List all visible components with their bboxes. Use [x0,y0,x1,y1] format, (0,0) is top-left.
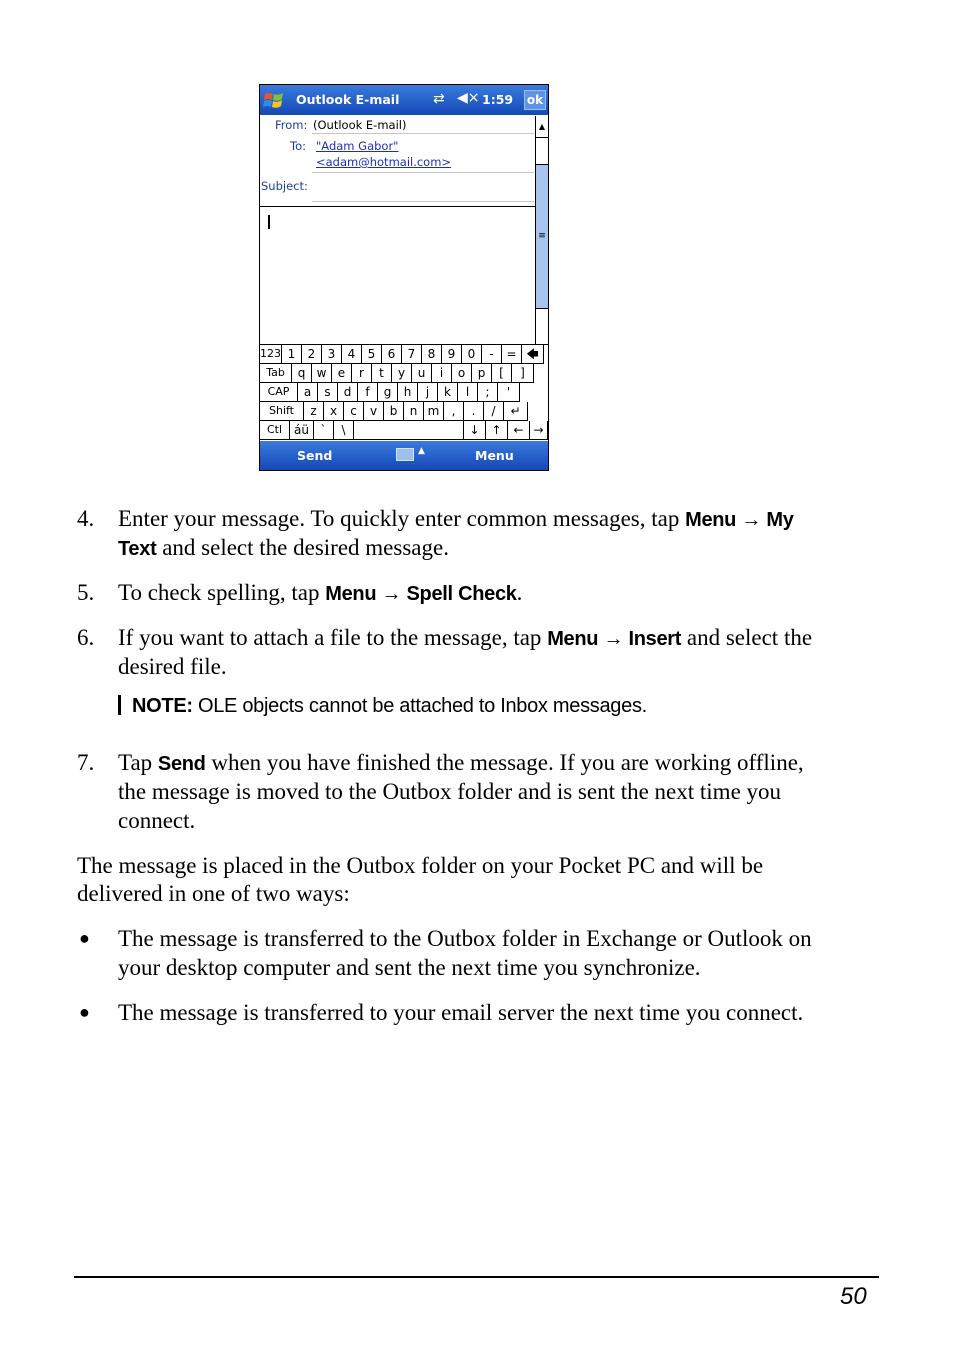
step-text: connect. [118,808,196,833]
key-row3-1[interactable]: a [298,383,318,402]
connectivity-icon[interactable]: ⇄ [433,91,445,107]
key-row3-6[interactable]: h [398,383,418,402]
menu-bar [260,441,548,470]
key-row4-11[interactable]: ↵ [504,402,528,421]
subject-label: Subject: [261,179,308,193]
to-recipient-email[interactable]: <adam@hotmail.com> [316,155,452,169]
key-row1-9[interactable]: 9 [442,345,462,364]
key-row4-4[interactable]: v [364,402,384,421]
ok-button[interactable]: ok [524,90,546,110]
keyboard-icon[interactable] [396,448,414,461]
note-text: OLE objects cannot be attached to Inbox messages. [192,695,647,717]
step-text-part: Tap [118,750,158,775]
key-row3-4[interactable]: f [358,383,378,402]
key-row2-1[interactable]: q [292,364,312,383]
arrow-icon: → [603,628,624,650]
soft-keyboard [260,344,548,442]
menu-reference: Menu [547,628,599,650]
send-softkey[interactable]: Send [297,448,333,463]
scroll-up-arrow-icon[interactable]: ▲ [536,116,548,138]
key-row3-10[interactable]: ; [478,383,498,402]
key-row1-12[interactable]: = [502,345,522,364]
key-row4-5[interactable]: b [384,402,404,421]
space-key[interactable] [354,421,464,440]
step-text [118,578,522,609]
key-row1-7[interactable]: 7 [402,345,422,364]
page-number: 50 [840,1283,867,1310]
key-row1-8[interactable]: 8 [422,345,442,364]
windows-start-icon[interactable] [263,90,285,110]
key-row2-3[interactable]: e [332,364,352,383]
key-row2-0[interactable]: Tab [260,364,292,383]
text-cursor [268,215,270,229]
key-row1-11[interactable]: - [482,345,502,364]
key-row3-3[interactable]: d [338,383,358,402]
arrow-icon: → [381,583,402,605]
command-reference: Text [118,538,157,560]
command-reference: My [766,509,794,531]
key-row1-0[interactable]: 123 [260,345,282,364]
subject-field[interactable] [313,179,533,193]
key-row3-7[interactable]: j [418,383,438,402]
title-bar [260,85,548,115]
key-row4-2[interactable]: x [324,402,344,421]
bullet-icon: ● [79,1002,90,1022]
to-label: To: [290,139,306,153]
key-row1-3[interactable]: 3 [322,345,342,364]
key-row1-4[interactable]: 4 [342,345,362,364]
vertical-scrollbar[interactable] [535,116,548,344]
scroll-thumb[interactable] [536,164,548,309]
key-row2-10[interactable]: p [472,364,492,383]
step-text [118,748,898,779]
step-text: desired file. [118,654,227,679]
key-row2-6[interactable]: y [392,364,412,383]
key-row2-5[interactable]: t [372,364,392,383]
bullet-text: The message is transferred to your email server the next time you connect. [118,1000,804,1025]
body-paragraph: The message is placed in the Outbox folder on your Pocket PC and will be [77,853,764,878]
key-row4-6[interactable]: n [404,402,424,421]
key-row2-4[interactable]: r [352,364,372,383]
grip-icon: ≡ [538,231,546,241]
app-title: Outlook E-mail [296,92,400,107]
from-divider [312,133,534,134]
key-row2-12[interactable]: ] [512,364,534,383]
step-text-part: and select the desired message. [156,535,449,560]
key-row1-5[interactable]: 5 [362,345,382,364]
header-body-separator [260,206,535,207]
key-row3-11[interactable]: ' [498,383,520,402]
clock[interactable]: 1:59 [482,92,514,107]
key-row1-2[interactable]: 2 [302,345,322,364]
key-row5-8[interactable]: → [530,421,548,440]
key-row5-2[interactable]: ` [314,421,334,440]
from-field[interactable]: (Outlook E-mail) [313,118,407,132]
step-text-part: and select the [681,625,813,650]
step-text: the message is moved to the Outbox folder and is sent the next time you [118,779,782,804]
menu-softkey[interactable]: Menu [475,448,514,463]
command-reference: Insert [628,628,682,650]
key-row5-7[interactable]: ← [508,421,530,440]
key-row3-0[interactable]: CAP [260,383,298,402]
note-label: NOTE: [132,695,193,717]
pocket-pc-screenshot [259,84,549,471]
key-row5-6[interactable]: ↑ [486,421,508,440]
key-row1-13[interactable]: 🡄 [522,345,544,364]
key-row2-7[interactable]: u [412,364,432,383]
body-paragraph: delivered in one of two ways: [77,881,350,906]
command-reference: Spell Check [406,583,517,605]
key-row3-2[interactable]: s [318,383,338,402]
key-row4-9[interactable]: . [464,402,484,421]
key-row3-5[interactable]: g [378,383,398,402]
volume-muted-icon[interactable]: ◀× [457,90,480,106]
step-number: 5. [77,580,95,605]
input-selector-arrow-icon[interactable]: ▲ [418,446,425,456]
key-row2-9[interactable]: o [452,364,472,383]
step-number: 7. [77,750,95,775]
key-row5-5[interactable]: ↓ [464,421,486,440]
key-row3-8[interactable]: k [438,383,458,402]
key-row4-8[interactable]: , [444,402,464,421]
step-number: 6. [77,625,95,650]
step-text [118,533,449,564]
step-text [118,623,898,654]
step-text-part: To check spelling, tap [118,580,326,605]
key-row5-3[interactable]: \ [334,421,354,440]
key-row2-2[interactable]: w [312,364,332,383]
key-row4-3[interactable]: c [344,402,364,421]
key-row4-10[interactable]: / [484,402,504,421]
key-row4-0[interactable]: Shift [260,402,304,421]
key-row2-11[interactable]: [ [492,364,512,383]
step-text-part: Enter your message. To quickly enter common messages, tap [118,506,686,531]
footer-rule [74,1276,879,1278]
note-bar-icon [118,695,121,715]
step-text-part: If you want to attach a file to the message, tap [118,625,548,650]
step-number: 4. [77,506,95,531]
bullet-text: your desktop computer and sent the next time you synchronize. [118,955,701,980]
subject-divider [312,201,534,202]
key-row1-6[interactable]: 6 [382,345,402,364]
from-label: From: [275,118,308,132]
key-row5-0[interactable]: Ctl [260,421,290,440]
menu-reference: Menu [685,509,737,531]
step-text-part: . [516,580,523,605]
key-row4-1[interactable]: z [304,402,324,421]
key-row4-7[interactable]: m [424,402,444,421]
command-reference: Send [157,753,206,775]
to-recipient-name[interactable]: "Adam Gabor" [316,139,399,153]
bullet-icon: ● [79,928,90,948]
key-row2-8[interactable]: i [432,364,452,383]
key-row5-1[interactable]: áü [290,421,314,440]
to-divider [312,172,534,173]
menu-reference: Menu [325,583,377,605]
step-text-part: when you have finished the message. If you are working offline, [205,750,804,775]
message-body-input[interactable] [260,209,534,344]
step-text [118,504,898,535]
bullet-text: The message is transferred to the Outbox folder in Exchange or Outlook on [118,926,812,951]
note [118,692,647,720]
arrow-icon: → [741,509,762,531]
key-row1-1[interactable]: 1 [282,345,302,364]
key-row1-10[interactable]: 0 [462,345,482,364]
key-row3-9[interactable]: l [458,383,478,402]
message-header [260,115,535,207]
